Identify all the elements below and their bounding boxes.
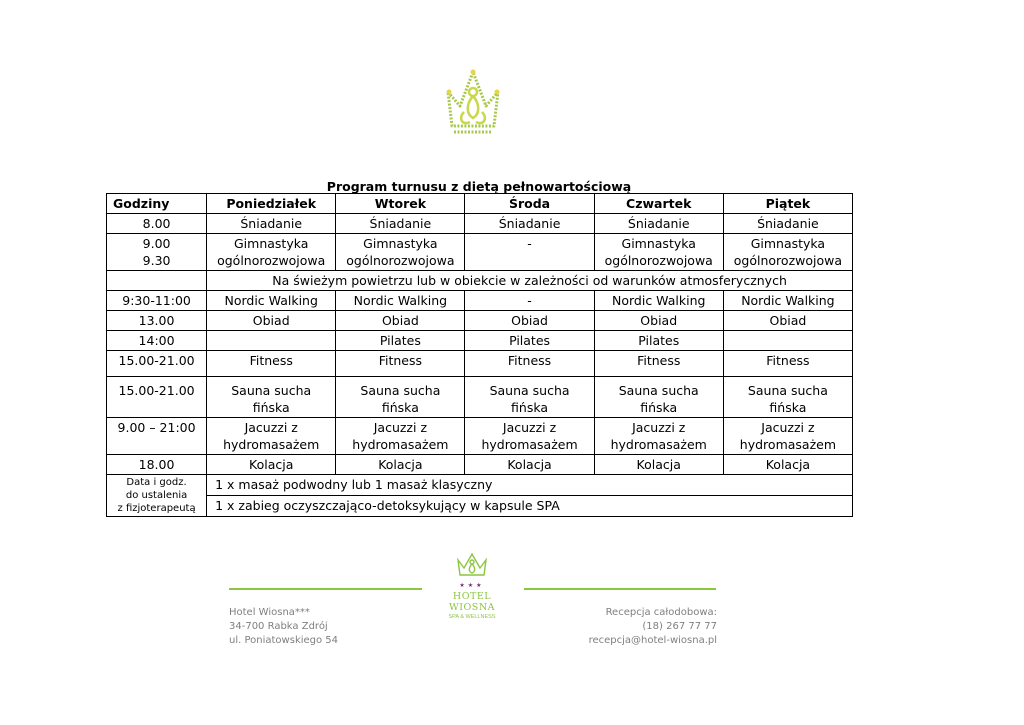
header-wednesday: Środa bbox=[465, 194, 594, 214]
cell-line: Jacuzzi z bbox=[373, 420, 428, 435]
table-cell bbox=[594, 418, 723, 455]
table-row bbox=[107, 351, 853, 377]
table-cell bbox=[336, 377, 465, 418]
table-row bbox=[107, 475, 853, 496]
table-cell: Kolacja bbox=[207, 455, 336, 475]
table-cell bbox=[465, 234, 594, 271]
cell-line: Sauna sucha bbox=[231, 383, 312, 398]
table-cell: Pilates bbox=[594, 331, 723, 351]
table-row bbox=[107, 214, 853, 234]
cell-line: Jacuzzi z bbox=[761, 420, 815, 435]
table-cell: Fitness bbox=[336, 351, 465, 377]
table-cell: Pilates bbox=[336, 331, 465, 351]
table-cell bbox=[723, 377, 852, 418]
table-cell bbox=[594, 377, 723, 418]
table-cell: Obiad bbox=[594, 311, 723, 331]
table-cell: Nordic Walking bbox=[723, 291, 852, 311]
reception-label: Recepcja całodobowa: bbox=[605, 607, 717, 618]
time-cell: 9.00 – 21:00 bbox=[107, 418, 207, 455]
time-line: 9.30 bbox=[142, 253, 171, 268]
schedule-table bbox=[106, 193, 853, 517]
table-cell bbox=[207, 418, 336, 455]
cell-line: fińska bbox=[381, 400, 419, 415]
time-cell: 15.00-21.00 bbox=[107, 377, 207, 418]
table-row bbox=[107, 291, 853, 311]
header-thursday: Czwartek bbox=[594, 194, 723, 214]
table-cell: Nordic Walking bbox=[336, 291, 465, 311]
cell-line: fińska bbox=[511, 400, 549, 415]
cell-line: Gimnastyka bbox=[234, 236, 309, 251]
time-cell: 9:30-11:00 bbox=[107, 291, 207, 311]
reception-contact bbox=[589, 606, 717, 648]
cell-line: - bbox=[527, 236, 532, 251]
note-line: z fizjoterapeutą bbox=[117, 503, 196, 514]
table-cell: Kolacja bbox=[336, 455, 465, 475]
cell-line: Sauna sucha bbox=[618, 383, 699, 398]
table-cell: Śniadanie bbox=[723, 214, 852, 234]
table-cell: Nordic Walking bbox=[207, 291, 336, 311]
cell-line: Gimnastyka bbox=[621, 236, 696, 251]
page-title: Program turnusu z dietą pełnowartościową bbox=[326, 179, 632, 194]
cell-line: fińska bbox=[252, 400, 290, 415]
footer-divider-right bbox=[524, 588, 716, 590]
cell-line: fińska bbox=[640, 400, 678, 415]
time-cell: 18.00 bbox=[107, 455, 207, 475]
table-cell: Kolacja bbox=[594, 455, 723, 475]
header-row bbox=[107, 194, 853, 214]
cell-line: ogólnorozwojowa bbox=[346, 253, 455, 268]
table-cell: Obiad bbox=[207, 311, 336, 331]
table-row bbox=[107, 496, 853, 517]
cell-line: fińska bbox=[769, 400, 807, 415]
time-cell: 8.00 bbox=[107, 214, 207, 234]
table-cell: Fitness bbox=[723, 351, 852, 377]
hotel-logo-name: HOTEL WIOSNA bbox=[449, 591, 495, 613]
cell-line: hydromasażem bbox=[739, 437, 837, 452]
cell-line: hydromasażem bbox=[352, 437, 449, 452]
header-monday: Poniedziałek bbox=[207, 194, 336, 214]
crown-logo-icon bbox=[440, 66, 506, 142]
cell-line: Sauna sucha bbox=[747, 383, 828, 398]
table-cell: Fitness bbox=[465, 351, 594, 377]
cell-line: Sauna sucha bbox=[489, 383, 570, 398]
hotel-logo bbox=[432, 552, 512, 620]
footer-divider-left bbox=[229, 588, 422, 590]
address-line: ul. Poniatowskiego 54 bbox=[229, 635, 339, 646]
table-cell bbox=[336, 234, 465, 271]
reception-email: recepcja@hotel-wiosna.pl bbox=[588, 635, 717, 646]
table-row bbox=[107, 311, 853, 331]
table-cell bbox=[465, 377, 594, 418]
table-row bbox=[107, 377, 853, 418]
table-cell: Śniadanie bbox=[336, 214, 465, 234]
table-cell: Kolacja bbox=[465, 455, 594, 475]
header-friday: Piątek bbox=[723, 194, 852, 214]
cell-line: Gimnastyka bbox=[363, 236, 438, 251]
cell-line: ogólnorozwojowa bbox=[733, 253, 843, 268]
table-cell: Śniadanie bbox=[594, 214, 723, 234]
table-cell: Nordic Walking bbox=[594, 291, 723, 311]
note-line: do ustalenia bbox=[125, 490, 188, 501]
time-cell bbox=[107, 271, 207, 291]
address-line: Hotel Wiosna*** bbox=[229, 607, 310, 618]
cell-line: hydromasażem bbox=[481, 437, 578, 452]
header-tuesday: Wtorek bbox=[336, 194, 465, 214]
table-cell bbox=[336, 418, 465, 455]
table-cell: Fitness bbox=[594, 351, 723, 377]
table-cell bbox=[465, 418, 594, 455]
table-cell: Obiad bbox=[465, 311, 594, 331]
time-cell: 13.00 bbox=[107, 311, 207, 331]
cell-line: hydromasażem bbox=[610, 437, 707, 452]
table-row bbox=[107, 271, 853, 291]
time-cell bbox=[107, 234, 207, 271]
table-cell: Obiad bbox=[723, 311, 852, 331]
table-cell: Fitness bbox=[207, 351, 336, 377]
table-cell: Obiad bbox=[336, 311, 465, 331]
table-row bbox=[107, 234, 853, 271]
table-cell bbox=[594, 234, 723, 271]
cell-line: Jacuzzi z bbox=[632, 420, 686, 435]
table-cell: Kolacja bbox=[723, 455, 852, 475]
cell-line: ogólnorozwojowa bbox=[217, 253, 326, 268]
table-cell: Śniadanie bbox=[465, 214, 594, 234]
table-cell bbox=[723, 331, 852, 351]
table-row bbox=[107, 331, 853, 351]
table-cell bbox=[207, 331, 336, 351]
weather-note: Na świeżym powietrzu lub w obiekcie w zależności od warunków atmosferycznych bbox=[207, 271, 853, 291]
table-cell bbox=[723, 418, 852, 455]
note-line: Data i godz. bbox=[126, 477, 187, 488]
hotel-address bbox=[229, 606, 338, 648]
table-row bbox=[107, 455, 853, 475]
hotel-logo-subtitle: SPA & WELLNESS bbox=[448, 614, 496, 620]
therapist-note-cell bbox=[107, 475, 207, 517]
time-line: 9.00 bbox=[142, 236, 171, 251]
stars-icon: ★★★ bbox=[459, 582, 485, 589]
treatment-item-1: 1 x masaż podwodny lub 1 masaż klasyczny bbox=[207, 475, 853, 496]
table-row bbox=[107, 418, 853, 455]
cell-line: Sauna sucha bbox=[360, 383, 441, 398]
table-cell bbox=[207, 377, 336, 418]
cell-line: Jacuzzi z bbox=[244, 420, 298, 435]
cell-line: Gimnastyka bbox=[750, 236, 826, 251]
treatment-item-2: 1 x zabieg oczyszczająco-detoksykujący w kapsule SPA bbox=[207, 496, 853, 517]
time-cell: 14:00 bbox=[107, 331, 207, 351]
table-cell: Śniadanie bbox=[207, 214, 336, 234]
table-cell bbox=[723, 234, 852, 271]
cell-line: hydromasażem bbox=[223, 437, 320, 452]
address-line: 34-700 Rabka Zdrój bbox=[229, 621, 328, 632]
header-hours: Godziny bbox=[107, 194, 207, 214]
table-cell bbox=[207, 234, 336, 271]
table-cell: Pilates bbox=[465, 331, 594, 351]
table-cell: - bbox=[465, 291, 594, 311]
reception-phone: (18) 267 77 77 bbox=[642, 621, 717, 632]
time-cell: 15.00-21.00 bbox=[107, 351, 207, 377]
cell-line: ogólnorozwojowa bbox=[604, 253, 713, 268]
cell-line: Jacuzzi z bbox=[502, 420, 557, 435]
hotel-crown-icon bbox=[455, 552, 489, 578]
